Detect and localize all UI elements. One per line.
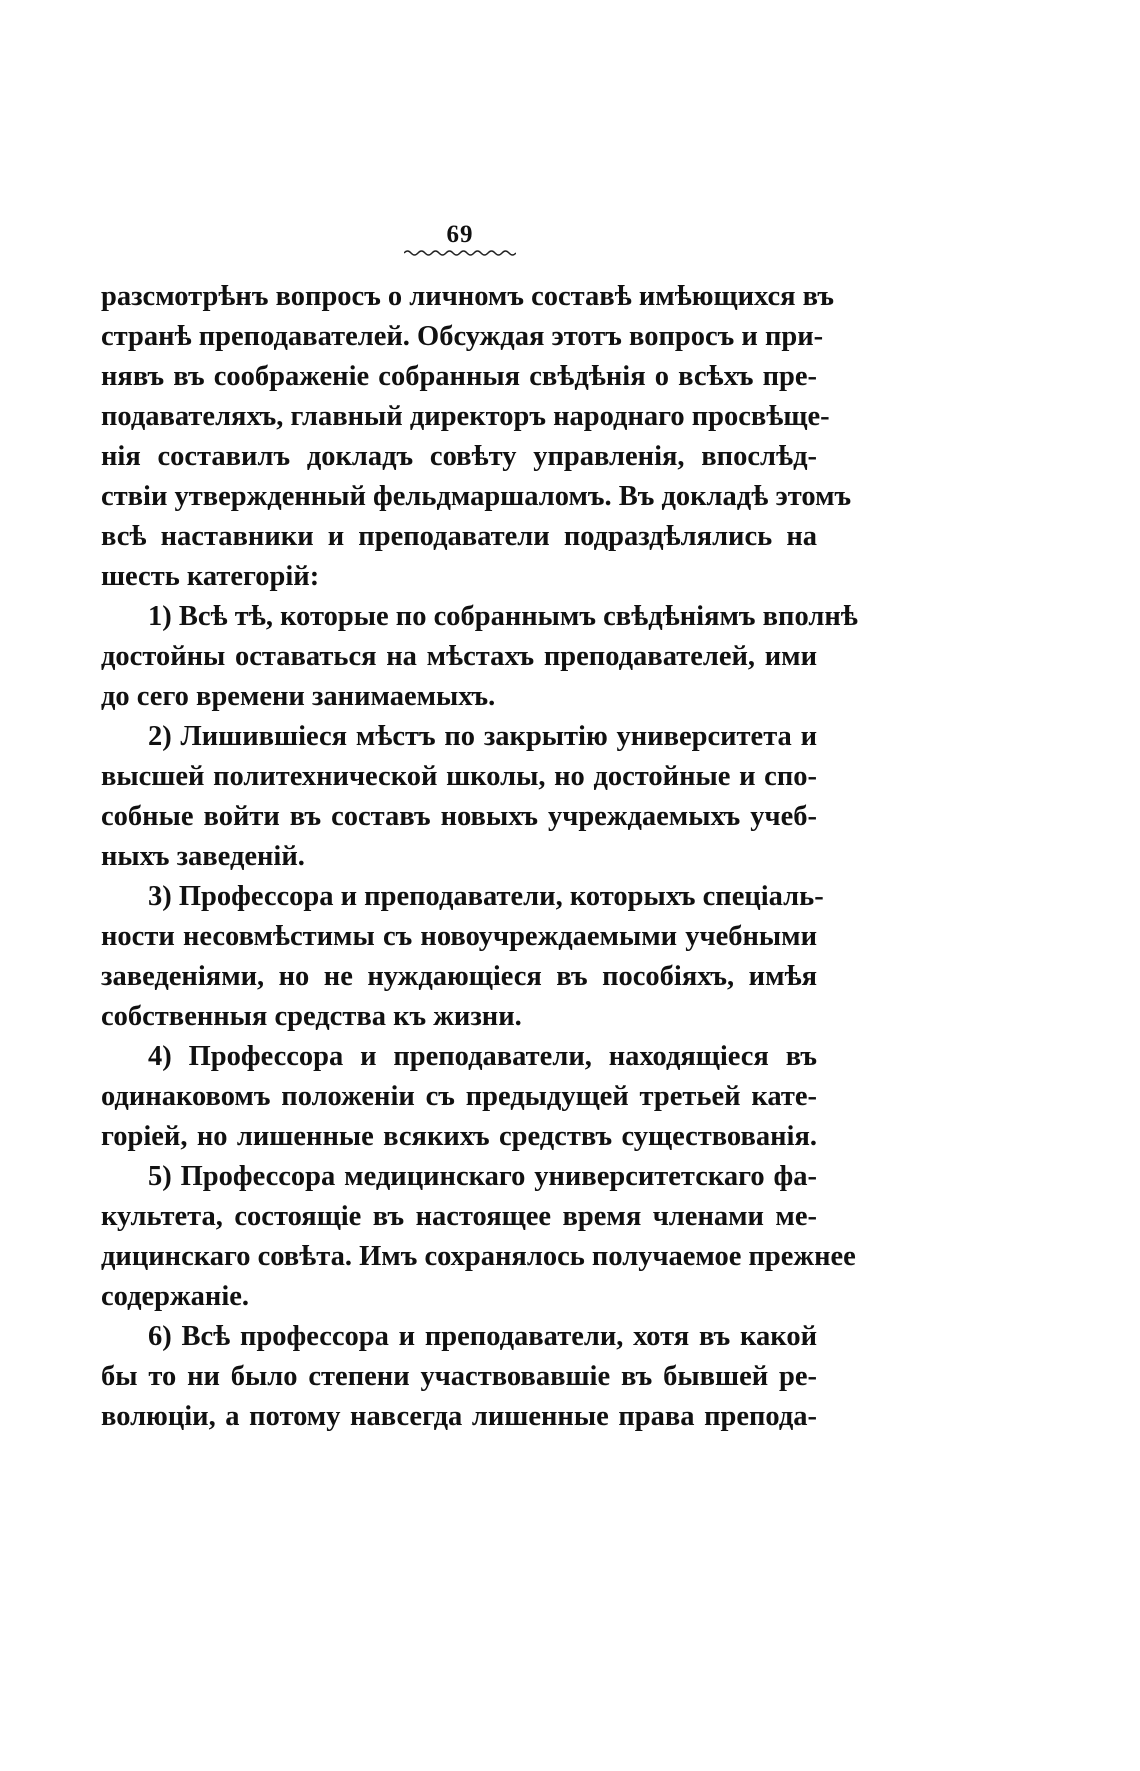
text-line: до сего времени занимаемыхъ. (101, 681, 496, 712)
text-line: бы то ни было степени участвовавшіе въ бывшей ре- (101, 1361, 817, 1392)
list-item-2-line: 2) Лишившіеся мѣстъ по закрытію университета и (148, 721, 817, 752)
list-item-4-line: 4) Профессора и преподаватели, находящіеся въ (148, 1041, 817, 1072)
text-line: культета, состоящіе въ настоящее время членами ме- (101, 1201, 817, 1232)
list-item-6-line: 6) Всѣ профессора и преподаватели, хотя въ какой (148, 1321, 817, 1352)
text-line: ствіи утвержденный фельдмаршаломъ. Въ докладѣ этомъ (101, 481, 852, 512)
text-line: достойны оставаться на мѣстахъ преподавателей, ими (101, 641, 817, 672)
list-item-3-line: 3) Профессора и преподаватели, которыхъ спеціаль- (148, 881, 824, 912)
list-item-5-line: 5) Профессора медицинскаго университетскаго фа- (148, 1161, 817, 1192)
text-line: странѣ преподавателей. Обсуждая этотъ вопросъ и при- (101, 321, 824, 352)
text-line: заведеніями, но не нуждающіеся въ пособіяхъ, имѣя (101, 961, 817, 992)
text-line: горіей, но лишенные всякихъ средствъ существованія. (101, 1121, 817, 1152)
text-line: всѣ наставники и преподаватели подраздѣлялись на (101, 521, 817, 552)
text-line: дицинскаго совѣта. Имъ сохранялось получаемое прежнее (101, 1241, 856, 1272)
text-line: шесть категорій: (101, 561, 320, 592)
text-line: содержаніе. (101, 1281, 250, 1312)
text-line: собные войти въ составъ новыхъ учреждаемыхъ учеб- (101, 801, 817, 832)
text-line: высшей политехнической школы, но достойные и спо- (101, 761, 817, 792)
list-item-1-line: 1) Всѣ тѣ, которые по собраннымъ свѣдѣніямъ вполнѣ (148, 601, 858, 632)
text-line: ныхъ заведеній. (101, 841, 305, 872)
text-line: подавателяхъ, главный директоръ народнаго просвѣще- (101, 401, 830, 432)
text-line: одинаковомъ положеніи съ предыдущей третьей кате- (101, 1081, 817, 1112)
text-line: нявъ въ соображеніе собранныя свѣдѣнія о всѣхъ пре- (101, 361, 817, 392)
text-line: волюціи, а потому навсегда лишенные права препода- (101, 1401, 817, 1432)
body-text (101, 277, 858, 1437)
text-line: нія составилъ докладъ совѣту управленія, впослѣд- (101, 441, 817, 472)
page-number: 69 (446, 221, 474, 248)
text-line: собственныя средства къ жизни. (101, 1001, 522, 1032)
text-line: разсмотрѣнъ вопросъ о личномъ составѣ имѣющихся въ (101, 281, 834, 312)
wavy-rule-ornament (404, 249, 516, 257)
page-header (390, 222, 530, 257)
text-line: ности несовмѣстимы съ новоучреждаемыми учебными (101, 921, 817, 952)
